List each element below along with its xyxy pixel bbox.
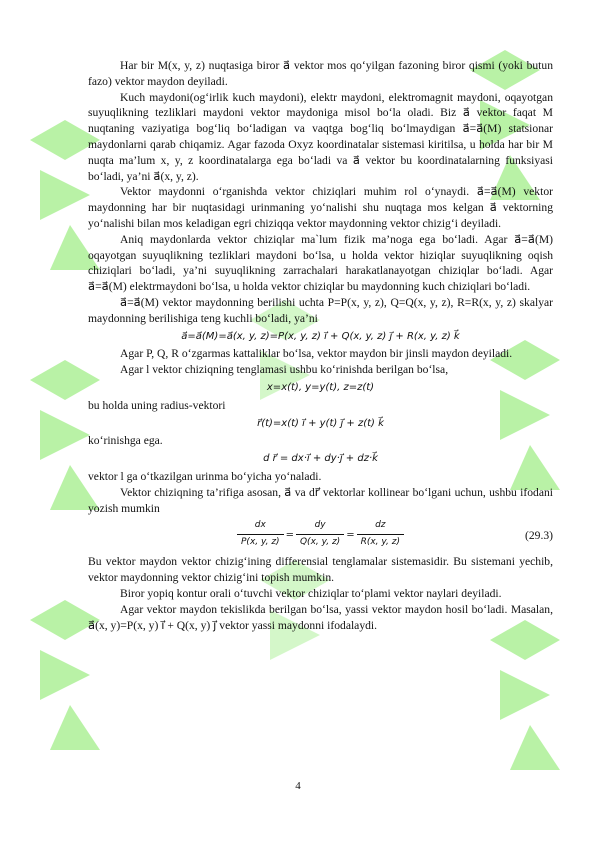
fraction: $\frac{dx}{P(x, y, z)}$ bbox=[237, 518, 284, 551]
document-body bbox=[88, 58, 553, 633]
page-number: 4 bbox=[295, 780, 301, 792]
fraction: $\frac{dy}{Q(x, y, z)}$ bbox=[296, 518, 344, 551]
paragraph: Vektor maydonni o‘rganishda vektor chiziqlari muhim rol o‘ynaydi. a⃗=a⃗(M) vektor maydonning har bir nuqtasidagi urinmaning yo‘nalishi shu nuqtaga mos kelgan a⃗ vektorning yo‘nalishi bilan mos keladigan egri chiziqqa vektor maydonning vektor chizig‘i deyiladi. bbox=[88, 185, 553, 230]
paragraph: Vektor chiziqning ta’rifiga asosan, a⃗ va dr⃗ vektorlar kollinear bo‘lgani uchun, ushbu ifodani yozish mumkin bbox=[88, 485, 553, 515]
paragraph: Bu vektor maydon vektor chizig‘ining differensial tenglamalar sistemasidir. Bu sistemani yechib, vektor maydonning vektor chizig‘ini topish mumkin. bbox=[88, 555, 553, 585]
equation: r⃗(t)=x(t) i⃗ + y(t) j⃗ + z(t) k⃗ bbox=[257, 417, 384, 429]
paragraph: Agar l vektor chiziqning tenglamasi ushbu ko‘rinishda berilgan bo‘lsa, bbox=[120, 363, 449, 377]
paragraph: ko‘rinishga ega. bbox=[88, 434, 163, 448]
watermark-shape bbox=[490, 620, 560, 770]
fraction: $\frac{dz}{R(x, y, z)}$ bbox=[357, 518, 404, 551]
paragraph: a⃗=a⃗(M) vektor maydonning berilishi uchta P=P(x, y, z), Q=Q(x, y, z), R=R(x, y, z) skalyar maydonning berilishiga teng kuchli bo‘ladi, ya’ni bbox=[88, 295, 553, 325]
equation: d r⃗ = dx·i⃗ + dy·j⃗ + dz·k⃗ bbox=[263, 453, 378, 465]
paragraph: Biror yopiq kontur orali o‘tuvchi vektor chiziqlar to‘plami vektor naylari deyiladi. bbox=[120, 586, 502, 600]
equation: x=x(t), y=y(t), z=z(t) bbox=[266, 381, 375, 393]
equation: a⃗=a⃗(M)=a⃗(x, y, z)=P(x, y, z) i⃗ + Q(x, y, z) j⃗ + R(x, y, z) k⃗ bbox=[181, 330, 460, 342]
paragraph: vektor l ga o‘tkazilgan urinma bo‘yicha yo‘naladi. bbox=[88, 469, 322, 483]
paragraph: Agar vektor maydon tekislikda berilgan bo‘lsa, yassi vektor maydon hosil bo‘ladi. Masalan, a⃗(x, y)=P(x, y) i⃗ + Q(x, y) j⃗ vektor yassi maydonni ifodalaydi. bbox=[88, 602, 553, 632]
paragraph: Agar P, Q, R o‘zgarmas kattaliklar bo‘lsa, vektor maydon bir jinsli maydon deyiladi. bbox=[120, 347, 513, 361]
paragraph: bu holda uning radius-vektori bbox=[88, 398, 226, 412]
equation-fractions: $\frac{dx}{P(x, y, z)}$ = $\frac{dy}{Q(x, y, z)}$ = $\frac{dz}{R(x, y, z)}$ (29.3) bbox=[88, 518, 553, 552]
paragraph: Kuch maydoni(og‘irlik kuch maydoni), elektr maydoni, elektromagnit maydoni, oqayotgan suyuqlikning tezliklari maydoni vektor maydoniga misol bo‘la oladi. Biz a⃗ vektor faqat M nuqtaning vaziyatiga bog‘liq bo‘ladigan va vaqtga bog‘liq bo‘lmaydigan a⃗=a⃗(M) statsionar maydonlarni qarab chiqamiz. Agar fazoda Oxyz koordinatalar sistemasi kiritilsa, u holda har bir M nuqta ma’lum x, y, z koordinatalarga ega bo‘ladi va a⃗ vektor bu koordinatalarning funksiyasi bo‘ladi, ya’ni a⃗(x, y, z). bbox=[88, 90, 553, 183]
paragraph: Aniq maydonlarda vektor chiziqlar ma`lum fizik ma’noga ega bo‘ladi. Agar a⃗=a⃗(M) oqayotgan suyuqlikning tezliklari maydoni bo‘lsa, u holda vektor hiziqlar suyuqlikning oqish chiziqlari bo‘ladi, ya’ni suyuqlikning zarrachalari harakatlanayotgan chiziqlar bo‘ladi. Agar a⃗=a⃗(M) elektrmaydoni bo‘lsa, u holda vektor chiziqlar bu maydonning kuch chiziqlari bo‘ladi. bbox=[88, 232, 553, 294]
paragraph: Har bir M(x, y, z) nuqtasiga biror a⃗ vektor mos qo‘yilgan fazoning biror qismi (yoki butun fazo) vektor maydon deyiladi. bbox=[88, 59, 553, 88]
equation-number: (29.3) bbox=[524, 529, 553, 543]
